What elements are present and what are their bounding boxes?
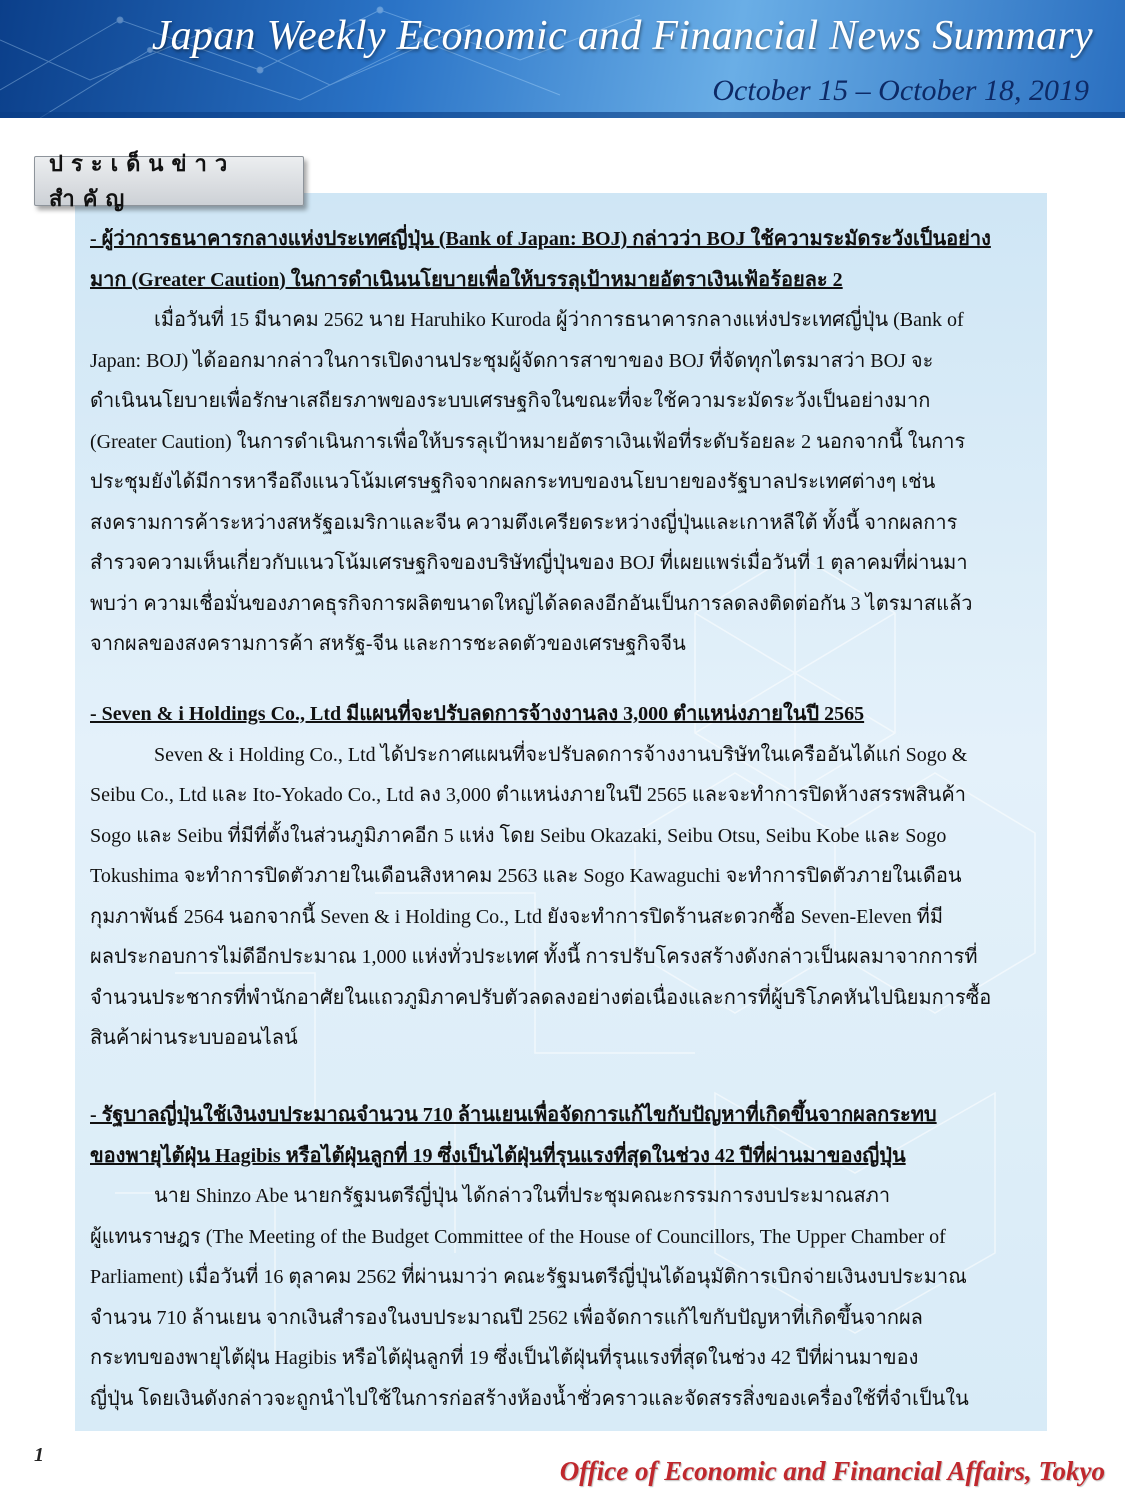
article-headline-line: มาก (Greater Caution) ในการดำเนินนโยบายเพื่อให้บรรลุเป้าหมายอัตราเงินเฟ้อร้อยละ 2 — [90, 268, 843, 291]
article-headline-line: - Seven & i Holdings Co., Ltd มีแผนที่จะปรับลดการจ้างงานลง 3,000 ตำแหน่งภายในปี 2565 — [90, 703, 865, 725]
article-body-line: ญี่ปุ่น โดยเงินดังกล่าวจะถูกนำไปใช้ในการก่อสร้างห้องน้ำชั่วคราวและจัดสรรสิ่งของเครื่องใช้ที่จำเป็นใน — [90, 1387, 969, 1410]
article-body-line: จากผลของสงครามการค้า สหรัฐ-จีน และการชะลดตัวของเศรษฐกิจจีน — [90, 633, 686, 655]
article-body-line: Parliament) เมื่อวันที่ 16 ตุลาคม 2562 ที่ผ่านมาว่า คณะรัฐมนตรีญี่ปุ่นได้อนุมัติการเบิกจ่ายเงินงบประมาณ — [90, 1266, 967, 1288]
office-name: Office of Economic and Financial Affairs, Tokyo — [559, 1456, 1105, 1486]
article-body-line: สงครามการค้าระหว่างสหรัฐอเมริกาและจีน ความตึงเครียดระหว่างญี่ปุ่นและเกาหลีใต้ ทั้งนี้ จากผลการ — [90, 511, 958, 534]
article-body-line: นาย Shinzo Abe นายกรัฐมนตรีญี่ปุ่น ได้กล่าวในที่ประชุมคณะกรรมการงบประมาณสภา — [154, 1185, 891, 1207]
article-body-line: ดำเนินนโยบายเพื่อรักษาเสถียรภาพของระบบเศรษฐกิจในขณะที่จะใช้ความระมัดระวังเป็นอย่างมาก — [90, 390, 931, 412]
article-body-line: (Greater Caution) ในการดำเนินการเพื่อให้บรรลุเป้าหมายอัตราเงินเฟ้อที่ระดับร้อยละ 2 นอกจากนี้ ในการ — [90, 430, 966, 453]
article-body-line: Sogo และ Seibu ที่มีที่ตั้งในส่วนภูมิภาคอีก 5 แห่ง โดย Seibu Okazaki, Seibu Otsu, Seibu Kobe และ Sogo — [90, 824, 947, 847]
article-body-line: Japan: BOJ) ได้ออกมากล่าวในการเปิดงานประชุมผู้จัดการสาขาของ BOJ ที่จัดทุกไตรมาสว่า BOJ จะ — [90, 349, 934, 372]
article-body-line: กระทบของพายุไต้ฝุ่น Hagibis หรือไต้ฝุ่นลูกที่ 19 ซึ่งเป็นไต้ฝุ่นที่รุนแรงที่สุดในช่วง 42 ปีที่ผ่านมาของ — [90, 1347, 919, 1369]
article-seven-i — [90, 694, 1045, 1059]
section-label-key-news: ประเด็นข่าวสำคัญ — [34, 156, 304, 206]
article-headline-line: - รัฐบาลญี่ปุ่นใช้เงินงบประมาณจำนวน 710 ล้านเยนเพื่อจัดการแก้ไขกับปัญหาที่เกิดขึ้นจากผลกระทบ — [90, 1104, 937, 1126]
article-body-line: พบว่า ความเชื่อมั่นของภาคธุรกิจการผลิตขนาดใหญ่ได้ลดลงอีกอันเป็นการลดลงติดต่อกัน 3 ไตรมาสแล้ว — [90, 592, 973, 615]
article-body-line: จำนวน 710 ล้านเยน จากเงินสำรองในงบประมาณปี 2562 เพื่อจัดการแก้ไขกับปัญหาที่เกิดขึ้นจากผล — [90, 1306, 923, 1329]
article-body-line: Tokushima จะทำการปิดตัวภายในเดือนสิงหาคม 2563 และ Sogo Kawaguchi จะทำการปิดตัวภายในเดือน — [90, 865, 962, 887]
article-headline-line: - ผู้ว่าการธนาคารกลางแห่งประเทศญี่ปุ่น (Bank of Japan: BOJ) กล่าวว่า BOJ ใช้ความระมัดระวังเป็นอย่าง — [90, 228, 991, 250]
article-body-line: ผู้แทนราษฎร (The Meeting of the Budget Committee of the House of Councillors, The Upper Chamber of — [90, 1225, 946, 1248]
page-number: 1 — [34, 1444, 44, 1466]
article-typhoon-budget — [90, 1095, 1045, 1419]
article-headline-line: ของพายุไต้ฝุ่น Hagibis หรือไต้ฝุ่นลูกที่ 19 ซึ่งเป็นไต้ฝุ่นที่รุนแรงที่สุดในช่วง 42 ปีที่ผ่านมาของญี่ปุ่น — [90, 1144, 906, 1167]
article-body-line: สำรวจความเห็นเกี่ยวกับแนวโน้มเศรษฐกิจของบริษัทญี่ปุ่นของ BOJ ที่เผยแพร่เมื่อวันที่ 1 ตุลาคมที่ผ่านมา — [90, 552, 968, 574]
article-body-line: เมื่อวันที่ 15 มีนาคม 2562 นาย Haruhiko Kuroda ผู้ว่าการธนาคารกลางแห่งประเทศญี่ปุ่น (Bank of — [154, 309, 964, 331]
article-body-line: กุมภาพันธ์ 2564 นอกจากนี้ Seven & i Holding Co., Ltd ยังจะทำการปิดร้านสะดวกซื้อ Seven-Eleven ที่มี — [90, 905, 944, 928]
report-title: Japan Weekly Economic and Financial News Summary — [151, 13, 1093, 59]
article-boj — [90, 219, 1045, 665]
article-body-line: Seven & i Holding Co., Ltd ได้ประกาศแผนที่จะปรับลดการจ้างงานบริษัทในเครืออันได้แก่ Sogo & — [154, 743, 968, 766]
report-date-range: October 15 – October 18, 2019 — [712, 74, 1089, 107]
article-body-line: ผลประกอบการไม่ดีอีกประมาณ 1,000 แห่งทั่วประเทศ ทั้งนี้ การปรับโครงสร้างดังกล่าวเป็นผลมาจากการที่ — [90, 946, 978, 968]
header-banner — [0, 0, 1125, 118]
article-body-line: Seibu Co., Ltd และ Ito-Yokado Co., Ltd ลง 3,000 ตำแหน่งภายในปี 2565 และจะทำการปิดห้างสรรพสินค้า — [90, 784, 966, 806]
article-body-line: จำนวนประชากรที่พำนักอาศัยในแถวภูมิภาคปรับตัวลดลงอย่างต่อเนื่องและการที่ผู้บริโภคหันไปนิยมการซื้อ — [90, 986, 992, 1009]
article-body-line: ประชุมยังได้มีการหารือถึงแนวโน้มเศรษฐกิจจากผลกระทบของนโยบายของรัฐบาลประเทศต่างๆ เช่น — [90, 471, 936, 493]
article-body-line: สินค้าผ่านระบบออนไลน์ — [90, 1027, 298, 1049]
